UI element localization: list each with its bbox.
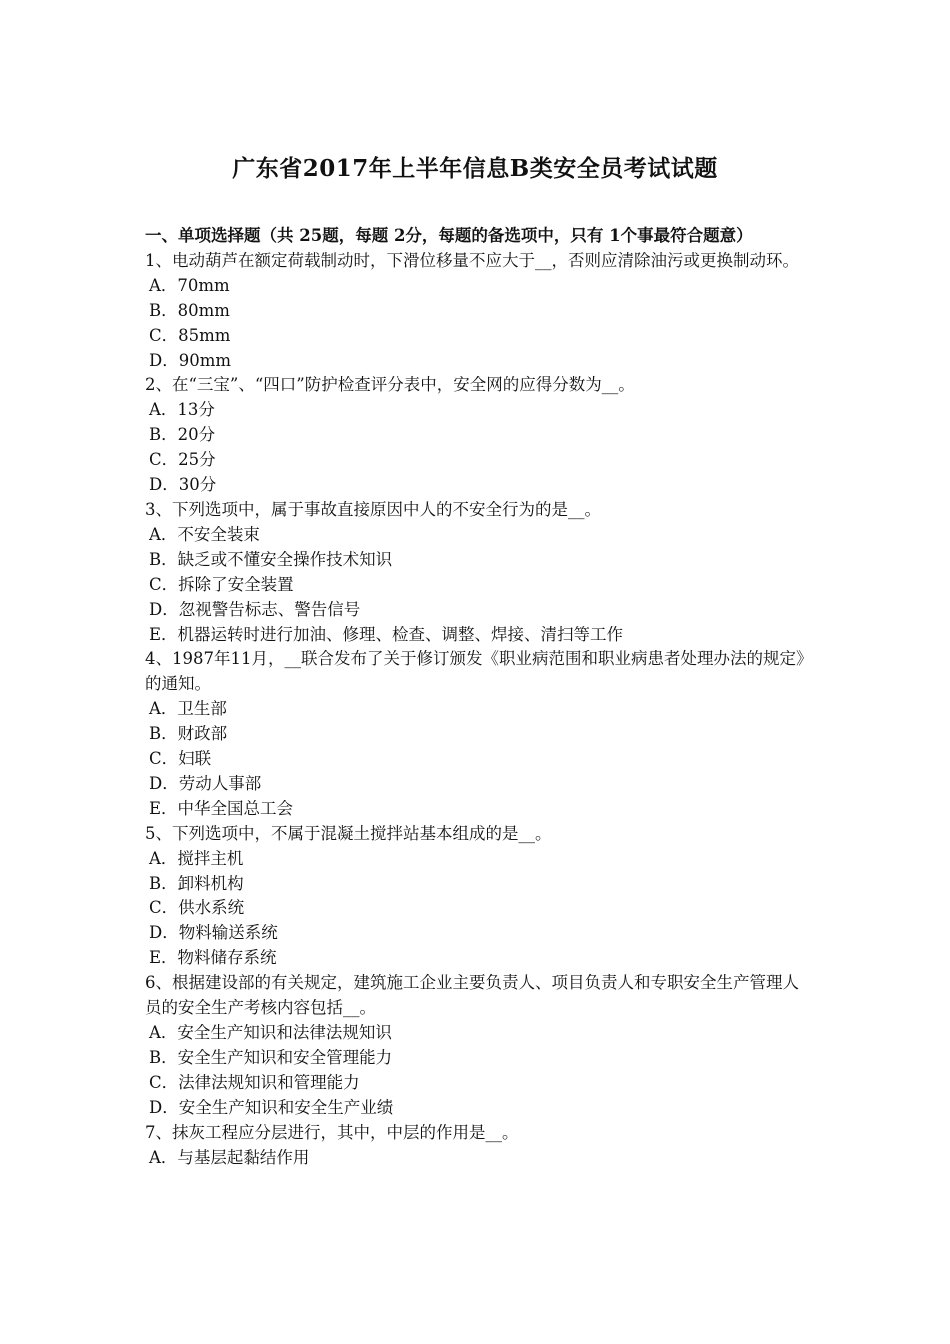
option-d: D．30分 [149,475,217,495]
question-stem: 7、抹灰工程应分层进行，其中，中层的作用是__。 [145,1122,519,1142]
question-stem: 1、电动葫芦在额定荷载制动时，下滑位移量不应大于__，否则应清除油污或更换制动环。 [145,250,799,270]
option-a: A．70mm [149,275,230,295]
option-b: B．20分 [149,425,216,445]
option-b: B．安全生产知识和安全管理能力 [149,1047,393,1067]
option-c: C．85mm [149,325,231,345]
question-4 [145,647,810,821]
option-e: E．机器运转时进行加油、修理、检查、调整、焊接、清扫等工作 [149,624,624,644]
option-a: A．搅拌主机 [149,848,244,868]
option-c: C．供水系统 [149,898,245,918]
option-b: B．缺乏或不懂安全操作技术知识 [149,549,393,569]
option-a: A．与基层起黏结作用 [149,1147,310,1167]
option-b: B．财政部 [149,724,228,744]
document-body [145,224,810,1170]
question-stem: 3、下列选项中，属于事故直接原因中人的不安全行为的是__。 [145,499,601,519]
option-d: D．忽视警告标志、警告信号 [149,599,361,619]
option-d: D．物料输送系统 [149,923,278,943]
question-stem: 5、下列选项中，不属于混凝土搅拌站基本组成的是__。 [145,823,552,843]
option-d: D．劳动人事部 [149,773,262,793]
question-stem: 6、根据建设部的有关规定，建筑施工企业主要负责人、项目负责人和专职安全生产管理人员的安全生产考核内容包括__。 [145,973,799,1018]
question-6 [145,971,810,1120]
question-2 [145,373,810,498]
option-e: E．中华全国总工会 [149,798,294,818]
option-d: D．90mm [149,350,232,370]
option-c: C．法律法规知识和管理能力 [149,1072,360,1092]
question-stem: 2、在“三宝”、“四口”防护检查评分表中，安全网的应得分数为__。 [145,375,635,395]
option-a: A．安全生产知识和法律法规知识 [149,1023,392,1042]
question-7 [145,1121,810,1171]
option-b: B．卸料机构 [149,873,244,893]
option-c: C．拆除了安全装置 [149,574,294,594]
option-a: A．不安全装束 [149,524,260,544]
option-e: E．物料储存系统 [149,948,277,968]
option-b: B．80mm [149,300,230,320]
question-1 [145,249,810,374]
question-stem: 4、1987年11月，__联合发布了关于修订颁发《职业病范围和职业病患者处理办法的规定》的通知。 [145,649,805,694]
document-title: 广东省2017年上半年信息B类安全员考试试题 [232,155,718,182]
option-d: D．安全生产知识和安全生产业绩 [149,1097,394,1117]
section-heading: 一、单项选择题（共 25题，每题 2分，每题的备选项中，只有 1个事最符合题意） [145,226,753,245]
question-5 [145,822,810,971]
option-a: A．卫生部 [149,699,227,719]
question-3 [145,498,810,647]
option-c: C．妇联 [149,749,212,769]
option-a: A．13分 [149,400,215,420]
option-c: C．25分 [149,450,216,470]
